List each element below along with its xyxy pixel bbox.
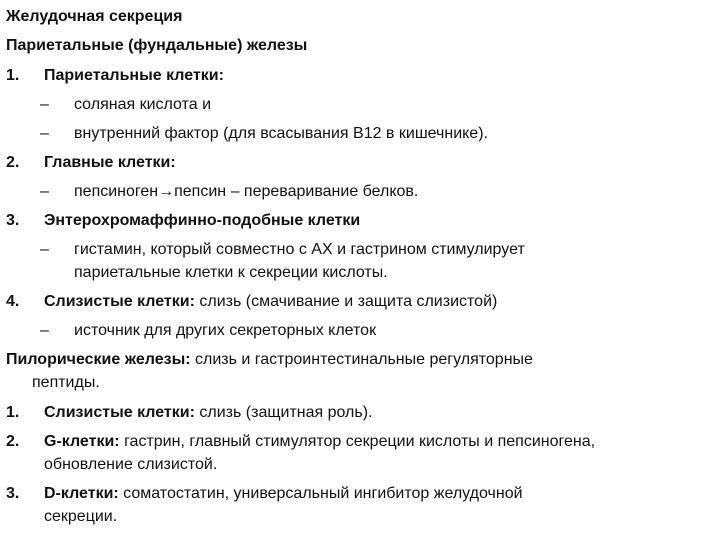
- parietal-glands-heading: Париетальные (фундальные) железы: [6, 37, 308, 54]
- parietal-item-4-sub-1: источник для других секреторных клеток: [74, 322, 377, 339]
- parietal-item-3-number: 3.: [6, 212, 20, 229]
- pyloric-item-2-label: G-клетки:: [44, 433, 120, 450]
- pyloric-item-3-number: 3.: [6, 485, 20, 502]
- parietal-item-1-label: Париетальные клетки:: [44, 67, 224, 84]
- pyloric-glands-heading: Пилорические железы:: [6, 351, 191, 368]
- parietal-item-1-sub-2: внутренний фактор (для всасывания B12 в кишечнике).: [74, 125, 488, 142]
- parietal-item-2-label: Главные клетки:: [44, 154, 176, 171]
- pyloric-glands-text: слизь и гастроинтестинальные регуляторные: [190, 351, 533, 368]
- pyloric-item-2-text-cont: обновление слизистой.: [44, 456, 218, 473]
- slide-title: Желудочная секреция: [6, 8, 183, 25]
- pyloric-item-1-number: 1.: [6, 404, 20, 421]
- pyloric-item-1-label: Слизистые клетки:: [44, 404, 195, 421]
- parietal-item-4: [44, 291, 497, 313]
- pyloric-item-2-text: гастрин, главный стимулятор секреции кислоты и пепсиногена,: [119, 433, 596, 450]
- parietal-item-2-number: 2.: [6, 154, 20, 171]
- parietal-item-3-sub-1-cont: париетальные клетки к секреции кислоты.: [74, 264, 388, 281]
- pyloric-item-2-number: 2.: [6, 433, 20, 450]
- parietal-item-2-sub-1: пепсиноген→пепсин – переваривание белков.: [74, 183, 419, 200]
- parietal-item-3-label: Энтерохромаффинно-подобные клетки: [44, 212, 361, 229]
- pyloric-item-3-text-cont: секреции.: [44, 508, 118, 525]
- dash-bullet: –: [40, 241, 49, 258]
- dash-bullet: –: [40, 125, 49, 142]
- parietal-item-1-sub-1: соляная кислота и: [74, 96, 211, 113]
- parietal-item-4-number: 4.: [6, 293, 20, 310]
- dash-bullet: –: [40, 183, 49, 200]
- dash-bullet: –: [40, 322, 49, 339]
- pyloric-item-1-text: слизь (защитная роль).: [194, 404, 373, 421]
- parietal-item-4-label: Слизистые клетки:: [44, 293, 195, 310]
- parietal-item-4-text: слизь (смачивание и защита слизистой): [194, 293, 498, 310]
- pyloric-item-2: [44, 431, 595, 453]
- pyloric-glands-line: [6, 349, 533, 371]
- pyloric-item-3: [44, 483, 523, 505]
- pyloric-item-3-text: соматостатин, универсальный ингибитор желудочной: [118, 485, 523, 502]
- parietal-item-3-sub-1: гистамин, который совместно с АХ и гастрином стимулирует: [74, 241, 525, 258]
- parietal-item-1-number: 1.: [6, 67, 20, 84]
- pyloric-glands-text-cont: пептиды.: [32, 374, 100, 391]
- dash-bullet: –: [40, 96, 49, 113]
- pyloric-item-3-label: D-клетки:: [44, 485, 119, 502]
- pyloric-item-1: [44, 402, 373, 424]
